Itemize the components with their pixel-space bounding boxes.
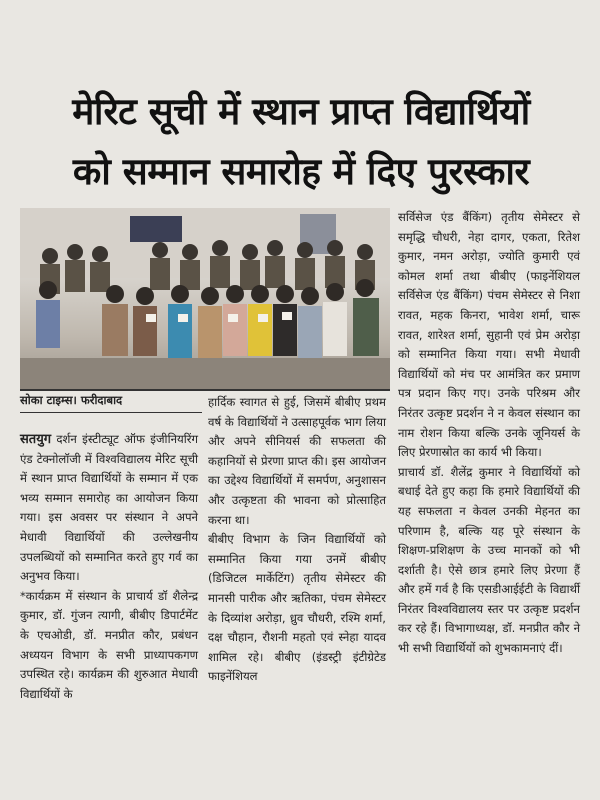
source-line: सोका टाइम्स। फरीदाबाद [20,393,123,407]
article-column-1 [20,430,198,704]
group-photo [20,208,390,391]
column-3-paragraph-2: प्राचार्य डॉ. शैलेंद्र कुमार ने विद्यार्थियों को बधाई देते हुए कहा कि हमारे विद्यार्थियों की यह सफलता न केवल उनकी मेहनत का परिणाम है, बल्कि यह पूरे संस्थान के शिक्षण-प्रशिक्षण के उच्च मानकों को भी दर्शाती है। ऐसे छात्र हमारे लिए प्रेरणा हैं और हमें गर्व है कि एसडीआईईटी के विद्यार्थी निरंतर विश्वविद्यालय स्तर पर उत्कृष्ट प्रदर्शन कर रहे हैं। विभागाध्यक्ष, डॉ. मनप्रीत कौर ने भी सभी विद्यार्थियों को शुभकामनाएं दीं। [398,464,580,656]
source-rule [20,412,202,413]
source-name: सोका टाइम्स [20,393,73,407]
column-1-paragraph-1: सतयुग दर्शन इंस्टीट्यूट ऑफ इंजीनियरिंग एंड टेक्नोलॉजी में विश्वविद्यालय मेरिट सूची में स्थान प्राप्त विद्यार्थियों के सम्मान में एक भव्य सम्मान समारोह का आयोजन किया गया। इस अवसर पर संस्थान ने अपने मेधावी विद्यार्थियों की उल्लेखनीय उपलब्धियों को सम्मानित करते हुए गर्व का अनुभव किया। [20,432,198,584]
column-2-paragraph-2: बीबीए विभाग के जिन विद्यार्थियों को सम्मानित किया गया उनमें बीबीए (डिजिटल मार्केटिंग) तृतीय सेमेस्टर की मानसी पारीक और ऋतिका, पंचम सेमेस्टर के दिव्यांश अरोड़ा, ध्रुव चौधरी, रश्मि शर्मा, दक्ष चौहान, रौशनी महतो एवं स्नेहा यादव शामिल रहे। बीबीए (इंडस्ट्री इंटीग्रेटेड फाइनेंशियल [208,532,386,684]
photo-rule [20,389,390,391]
headline [18,82,584,202]
column-1-paragraph-2: *कार्यक्रम में संस्थान के प्राचार्य डॉ शैलेन्द्र कुमार, डॉ. गुंजन त्यागी, बीबीए डिपार्टमेंट के एचओडी, डॉ. मनप्रीत कौर, प्रबंधन अध्ययन विभाग के सभी प्राध्यापकगण उपस्थित रहे। कार्यक्रम की शुरुआत मेधावी विद्यार्थियों के [20,588,198,701]
headline-line-1: मेरिट सूची में स्थान प्राप्त विद्यार्थियों [72,90,530,133]
lead-word: सतयुग [20,432,52,447]
group-photo-image [20,208,390,391]
headline-line-2: को सम्मान समारोह में दिए पुरस्कार [72,150,530,193]
article-column-2 [208,393,386,687]
source-city: फरीदाबाद [80,393,123,407]
article-column-3 [398,208,580,659]
column-3-paragraph-1: सर्विसेज एंड बैंकिंग) तृतीय सेमेस्टर से समृद्धि चौधरी, नेहा दागर, एकता, रितेश कुमार, नमन अरोड़ा, ज्योति कुमारी एवं कोमल शर्मा तथा बीबीए (फाइनेंशियल सर्विसेज एंड बैंकिंग) पंचम सेमेस्टर से निशा रावत, महक किनरा, भावेश शर्मा, चारू रावत, शारेश्त शर्मा, सुहानी एवं प्रेम अरोड़ा को सम्मानित किया गया। सभी मेधावी विद्यार्थियों को मंच पर आमंत्रित कर प्रमाण पत्र प्रदान किए गए। उनके परिश्रम और निरंतर उत्कृष्ट प्रदर्शन ने न केवल संस्थान का नाम रोशन किया बल्कि उनके जूनियर्स के लिए प्रेरणास्रोत का कार्य भी किया। [398,210,580,460]
column-2-paragraph-1: हार्दिक स्वागत से हुई, जिसमें बीबीए प्रथम वर्ष के विद्यार्थियों ने उत्साहपूर्वक भाग लिया और अपने सीनियर्स की सफलता की कहानियों से प्रेरणा प्राप्त की। इस आयोजन का उद्देश्य विद्यार्थियों में समर्पण, अनुशासन और उत्कृष्टता की भावना को प्रोत्साहित करना था। [208,395,386,527]
